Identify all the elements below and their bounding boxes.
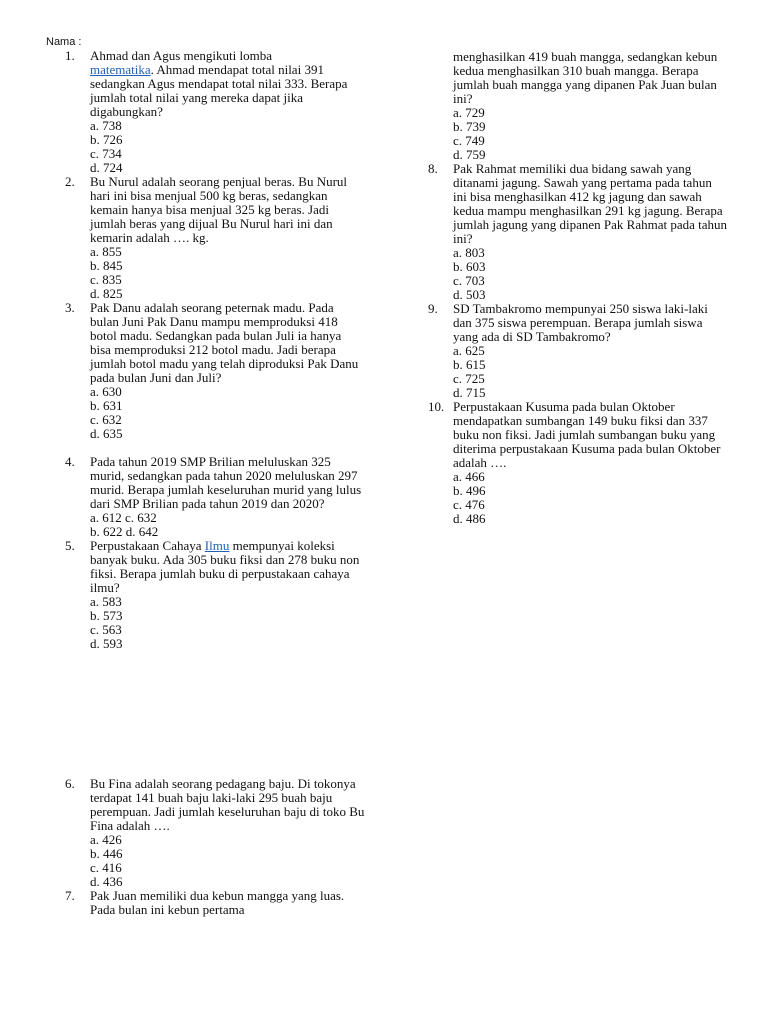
option-d: d. 825 xyxy=(90,286,123,301)
option-a: a. 630 xyxy=(90,384,122,399)
question-text: Bu Nurul adalah seorang penjual beras. Bu Nurul hari ini bisa menjual 500 kg beras, sedangkan kemain hanya bisa menjual 325 kg beras. Jadi jumlah beras yang dijual Bu Nurul hari ini dan kemarin adalah …. kg. xyxy=(90,174,348,245)
question-text: Bu Fina adalah seorang pedagang baju. Di tokonya terdapat 141 buah baju laki-laki 295 buah baju perempuan. Jadi jumlah keseluruhan baju di toko Bu Fina adalah …. xyxy=(90,776,365,833)
option-b: b. 573 xyxy=(90,608,123,623)
question-number: 8. xyxy=(428,161,438,176)
options-4 xyxy=(65,511,365,539)
link-ilmu[interactable]: Ilmu xyxy=(204,538,230,553)
option-c: c. 563 xyxy=(90,622,122,637)
option-a: a. 738 xyxy=(90,118,122,133)
option-c: c. 725 xyxy=(453,371,485,386)
option-b: b. 446 xyxy=(90,846,123,861)
question-number: 3. xyxy=(65,300,75,315)
option-d: d. 593 xyxy=(90,636,123,651)
question-text-post: mempunyai koleksi banyak buku. Ada 305 buku fiksi dan 278 buku non fiksi. Berapa jumlah buku di perpustakaan cahaya ilmu? xyxy=(90,538,360,595)
option-c: c. 416 xyxy=(90,860,122,875)
option-a: a. 426 xyxy=(90,832,122,847)
question-1 xyxy=(65,49,365,119)
option-b: b. 615 xyxy=(453,357,486,372)
question-number: 6. xyxy=(65,776,75,791)
question-text-post: . Ahmad mendapat total nilai 391 sedangkan Agus mendapat total nilai 333. Berapa jumlah total nilai yang mereka dapat jika digabungkan? xyxy=(90,62,348,119)
question-text xyxy=(90,49,365,119)
option-d: d. 759 xyxy=(453,147,486,162)
option-b: b. 603 xyxy=(453,259,486,274)
question-10 xyxy=(428,400,728,470)
option-d: d. 436 xyxy=(90,874,123,889)
question-text-pre: Ahmad dan Agus mengikuti lomba xyxy=(90,48,272,63)
options-5 xyxy=(65,595,365,651)
option-b: b. 845 xyxy=(90,258,123,273)
options-3 xyxy=(65,385,365,441)
question-number: 1. xyxy=(65,48,75,63)
question-text: Pak Danu adalah seorang peternak madu. Pada bulan Juni Pak Danu mampu memproduksi 418 botol madu. Sedangkan pada bulan Juli ia hanya bisa memproduksi 212 botol madu. Jadi berapa jumlah botol madu yang telah diproduksi Pak Danu pada bulan Juni dan Juli? xyxy=(90,300,359,385)
option-a: a. 625 xyxy=(453,343,485,358)
question-2 xyxy=(65,175,365,245)
question-text xyxy=(90,539,365,595)
option-ac: a. 612 c. 632 xyxy=(90,510,157,525)
option-a: a. 803 xyxy=(453,245,485,260)
options-7 xyxy=(428,106,728,162)
options-2 xyxy=(65,245,365,301)
options-6 xyxy=(65,833,365,889)
option-c: c. 703 xyxy=(453,273,485,288)
question-number: 5. xyxy=(65,538,75,553)
option-d: d. 715 xyxy=(453,385,486,400)
question-5 xyxy=(65,539,365,595)
option-c: c. 632 xyxy=(90,412,122,427)
options-1 xyxy=(65,119,365,175)
question-number: 10. xyxy=(428,399,445,414)
question-number: 9. xyxy=(428,301,438,316)
question-7-continued: menghasilkan 419 buah mangga, sedangkan kebun kedua menghasilkan 310 buah mangga. Berapa jumlah buah mangga yang dipanen Pak Juan bulan ini? xyxy=(453,49,718,106)
name-label: Nama : xyxy=(46,36,82,48)
options-9 xyxy=(428,344,728,400)
option-b: b. 739 xyxy=(453,119,486,134)
left-column xyxy=(65,49,365,917)
option-d: d. 724 xyxy=(90,160,123,175)
option-c: c. 749 xyxy=(453,133,485,148)
right-column xyxy=(428,50,728,526)
question-3 xyxy=(65,301,365,385)
option-b: b. 496 xyxy=(453,483,486,498)
question-text: Pak Rahmat memiliki dua bidang sawah yang ditanami jagung. Sawah yang pertama pada tahun ini bisa menghasilkan 412 kg jagung dan sawah kedua mampu menghasilkan 291 kg jagung. Berapa jumlah jagung yang dipanen Pak Rahmat pada tahun ini? xyxy=(453,161,728,246)
option-b: b. 631 xyxy=(90,398,123,413)
question-7 xyxy=(65,889,365,917)
question-8 xyxy=(428,162,728,246)
option-d: d. 635 xyxy=(90,426,123,441)
question-number: 7. xyxy=(65,888,75,903)
page-gap xyxy=(65,651,365,777)
question-text-pre: Perpustakaan Cahaya xyxy=(90,538,205,553)
question-number: 2. xyxy=(65,174,75,189)
options-8 xyxy=(428,246,728,302)
option-a: a. 729 xyxy=(453,105,485,120)
option-d: d. 503 xyxy=(453,287,486,302)
link-matematika[interactable]: matematika xyxy=(90,62,151,77)
options-10 xyxy=(428,470,728,526)
option-a: a. 583 xyxy=(90,594,122,609)
option-bd: b. 622 d. 642 xyxy=(90,524,159,539)
option-a: a. 466 xyxy=(453,469,485,484)
question-number: 4. xyxy=(65,454,75,469)
option-c: c. 734 xyxy=(90,146,122,161)
question-text: Perpustakaan Kusuma pada bulan Oktober mendapatkan sumbangan 149 buku fiksi dan 337 buku non fiksi. Jadi jumlah sumbangan buku yang diterima perpustakaan Kusuma pada bulan Oktober adalah …. xyxy=(453,399,721,470)
question-6 xyxy=(65,777,365,833)
option-b: b. 726 xyxy=(90,132,123,147)
question-text: Pak Juan memiliki dua kebun mangga yang luas. Pada bulan ini kebun pertama xyxy=(90,888,345,917)
option-c: c. 835 xyxy=(90,272,122,287)
question-text: SD Tambakromo mempunyai 250 siswa laki-laki dan 375 siswa perempuan. Berapa jumlah siswa yang ada di SD Tambakromo? xyxy=(453,301,708,344)
option-c: c. 476 xyxy=(453,497,485,512)
blank-line xyxy=(65,441,365,455)
option-d: d. 486 xyxy=(453,511,486,526)
option-a: a. 855 xyxy=(90,244,122,259)
question-4 xyxy=(65,455,365,511)
question-text: Pada tahun 2019 SMP Brilian meluluskan 325 murid, sedangkan pada tahun 2020 meluluskan 297 murid. Berapa jumlah keseluruhan murid yang lulus dari SMP Brilian pada tahun 2019 dan 2020? xyxy=(90,454,362,511)
question-9 xyxy=(428,302,728,344)
